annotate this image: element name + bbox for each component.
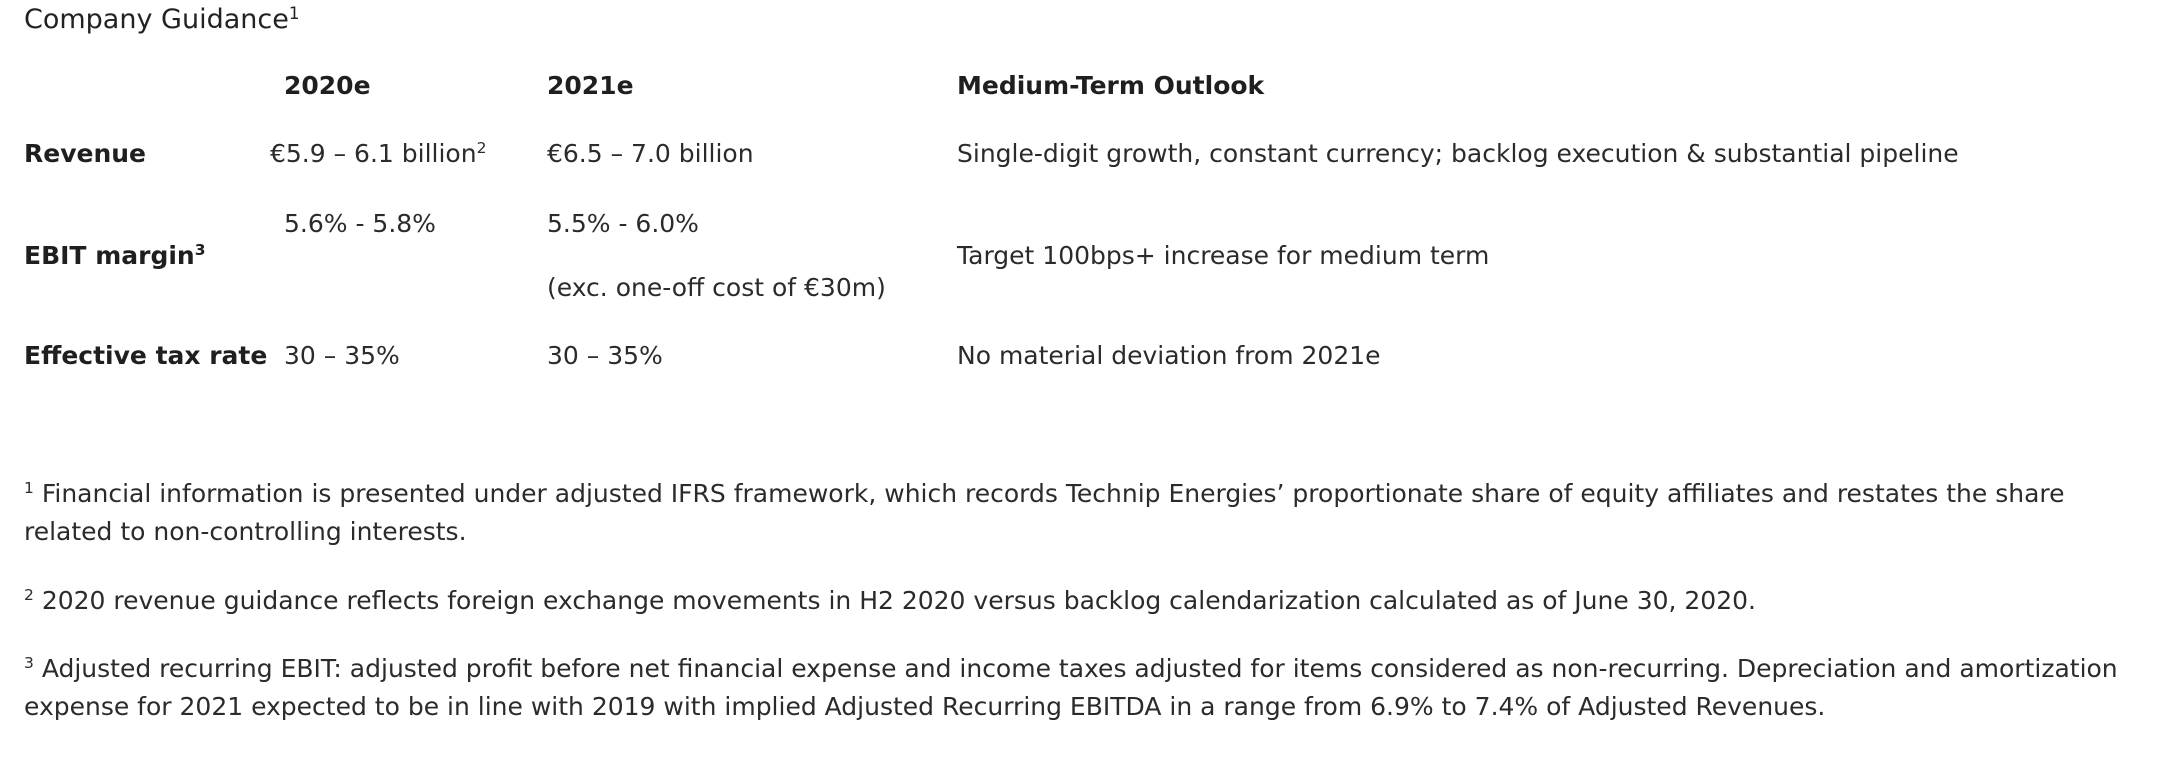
revenue-footnote-marker: 2	[476, 139, 487, 158]
revenue-2021e: €6.5 – 7.0 billion	[547, 139, 754, 168]
ebit-footnote-marker: 3	[194, 241, 206, 260]
footnote-2-marker: 2	[24, 586, 34, 605]
ebit-2021e: 5.5% - 6.0%	[547, 209, 699, 238]
revenue-medium-term: Single-digit growth, constant currency; backlog execution & substantial pipeline	[957, 139, 1959, 168]
footnote-2-text: 2020 revenue guidance reflects foreign exchange movements in H2 2020 versus backlog calendarization calculated as of June 30, 2020.	[33, 586, 1756, 615]
tax-2020e: 30 – 35%	[284, 341, 400, 370]
title-footnote-marker: 1	[288, 2, 300, 23]
tax-medium-term: No material deviation from 2021e	[957, 341, 1381, 370]
footnote-3	[24, 650, 2134, 726]
header-2021e: 2021e	[547, 71, 634, 100]
footnote-1-text: Financial information is presented under adjusted IFRS framework, which records Technip Energies’ proportionate share of equity affiliates and restates the share related to non-controlling interests.	[24, 479, 2065, 546]
footnote-1-marker: 1	[24, 479, 34, 498]
ebit-label-text: EBIT margin	[24, 241, 195, 270]
header-medium-term-outlook: Medium-Term Outlook	[957, 71, 1265, 100]
page-title-text: Company Guidance	[24, 4, 289, 35]
footnote-1	[24, 475, 2134, 551]
ebit-2021e-note: (exc. one-off cost of €30m)	[547, 273, 886, 302]
row-label-ebit-margin	[24, 240, 206, 272]
ebit-2020e: 5.6% - 5.8%	[284, 209, 436, 238]
footnote-3-marker: 3	[24, 654, 34, 673]
footnote-3-text: Adjusted recurring EBIT: adjusted profit before net financial expense and income taxes adjusted for items considered as non-recurring. Depreciation and amortization expense for 2021 expected to be in line with 2019 with implied Adjusted Recurring EBITDA in a range from 6.9% to 7.4% of Adjusted Revenues.	[24, 654, 2118, 721]
row-label-revenue: Revenue	[24, 139, 147, 168]
header-2020e: 2020e	[284, 71, 371, 100]
revenue-2020e	[270, 138, 486, 170]
row-label-effective-tax-rate: Effective tax rate	[24, 341, 268, 370]
page-title	[24, 2, 299, 38]
tax-2021e: 30 – 35%	[547, 341, 663, 370]
ebit-medium-term: Target 100bps+ increase for medium term	[957, 241, 1490, 270]
footnote-2	[24, 582, 2134, 620]
revenue-2020e-value: €5.9 – 6.1 billion	[270, 139, 477, 168]
